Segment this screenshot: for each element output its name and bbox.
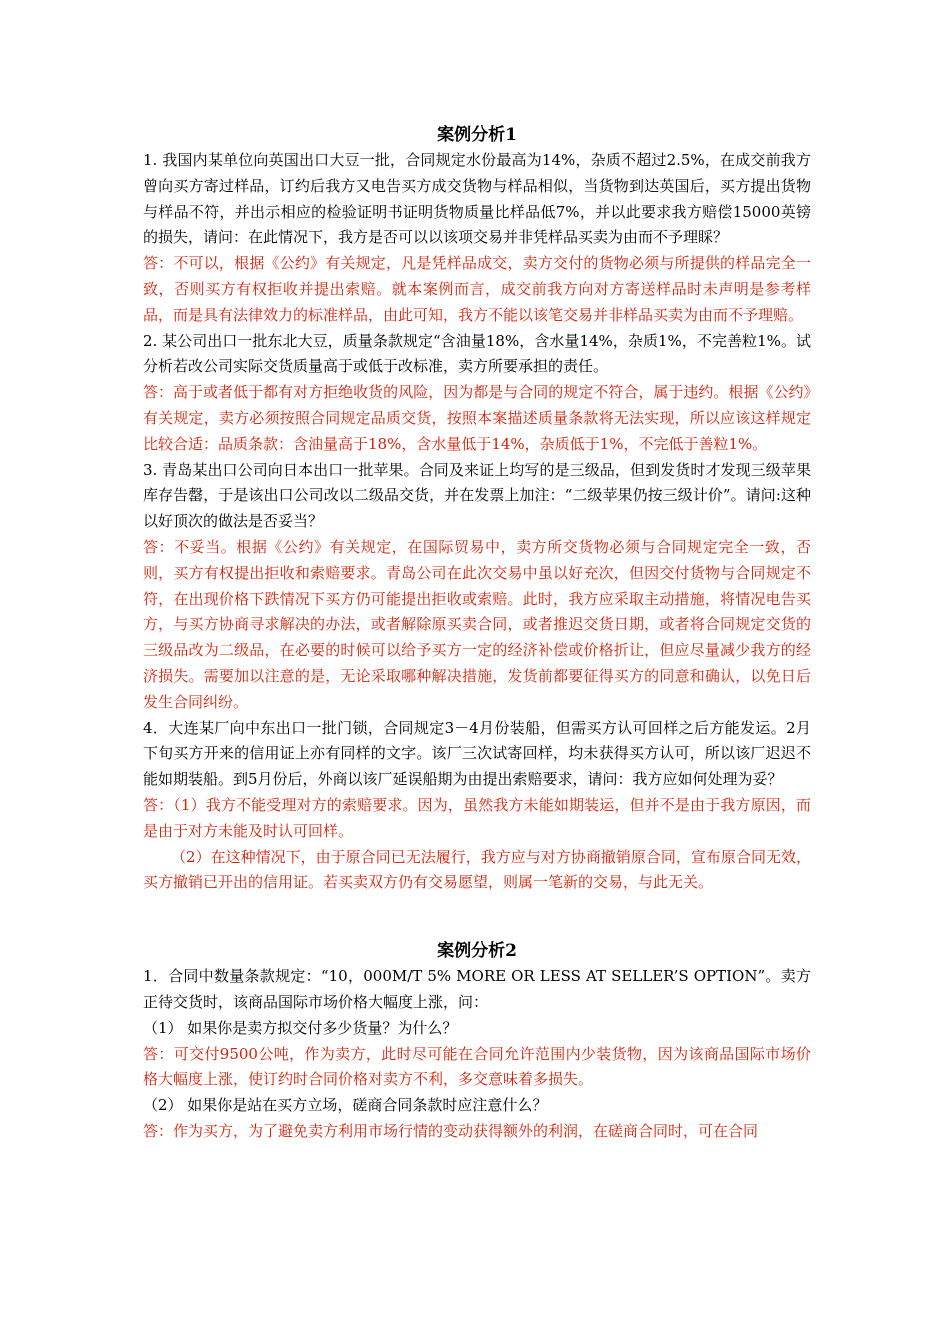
answer-4-part-2: （2）在这种情况下，由于原合同已无法履行，我方应与对方协商撤销原合同，宣布原合同无效，买方撤销已开出的信用证。若买卖双方仍有交易愿望，则属一笔新的交易，与此无关。 xyxy=(143,847,811,892)
question-3: 3. 青岛某出口公司向日本出口一批苹果。合同及来证上均写的是三级品，但到发货时才发现三级苹果库存告罄，于是该出口公司改以二级品交货，并在发票上加注：“二级苹果仍按三级计价”。请问:这种以好顶次的做法是否妥当？ xyxy=(143,460,811,531)
sub-answer-1: 答：可交付9500公吨，作为卖方，此时尽可能在合同允许范围内少装货物，因为该商品国际市场价格大幅度上涨，使订约时合同价格对卖方不利，多交意味着多损失。 xyxy=(143,1044,811,1089)
answer-2: 答：高于或者低于都有对方拒绝收货的风险，因为都是与合同的规定不符合，属于违约。根据《公约》有关规定，卖方必须按照合同规定品质交货，按照本案描述质量条款将无法实现，所以应该这样规定比较合适：品质条款：含油量高于18%，含水量低于14%，杂质低于1%，不完低于善粒1%。 xyxy=(143,383,811,453)
question-4: 4．大连某厂向中东出口一批门锁，合同规定3－4月份装船，但需买方认可回样之后方能发运。2月下旬买方开来的信用证上亦有同样的文字。该厂三次试寄回样，均未获得买方认可，所以该厂迟迟不能如期装船。到5月份后，外商以该厂延误船期为由提出索赔要求，请问：我方应如何处理为妥？ xyxy=(143,718,811,789)
answer-1: 答：不可以，根据《公约》有关规定，凡是凭样品成交，卖方交付的货物必须与所提供的样品完全一致，否则买方有权拒收并提出索赔。就本案例而言，成交前我方向对方寄送样品时未声明是参考样品，而是具有法律效力的标准样品，由此可知，我方不能以该笔交易并非样品买卖为由而不予理赔。 xyxy=(143,254,811,324)
sub-question-2: （2） 如果你是站在买方立场，磋商合同条款时应注意什么？ xyxy=(143,1096,548,1115)
section-title-1: 案例分析1 xyxy=(437,125,517,145)
question-2-1-intro: 1．合同中数量条款规定：“10，000M/T 5% MORE OR LESS AT SELLER’S OPTION”。卖方正待交货时，该商品国际市场价格大幅度上涨，问： xyxy=(143,967,811,1011)
section-title-2: 案例分析2 xyxy=(437,941,517,962)
question-2: 2. 某公司出口一批东北大豆，质量条款规定“含油量18%，含水量14%，杂质1%，不完善粒1%。试分析若改公司实际交货质量高于或低于改标准，卖方所要承担的责任。 xyxy=(143,331,811,376)
question-1: 1. 我国内某单位向英国出口大豆一批，合同规定水份最高为14%，杂质不超过2.5%，在成交前我方曾向买方寄过样品，订约后我方又电告买方成交货物与样品相似，当货物到达英国后，买方提出货物与样品不符，并出示相应的检验证明书证明货物质量比样品低7%，并以此要求我方赔偿15000英镑的损失，请问：在此情况下，我方是否可以以该项交易并非凭样品买卖为由而不予理睬？ xyxy=(143,151,811,247)
answer-3: 答：不妥当。根据《公约》有关规定，在国际贸易中，卖方所交货物必须与合同规定完全一致，否则，买方有权提出拒收和索赔要求。青岛公司在此次交易中虽以好充次，但因交付货物与合同规定不符，在出现价格下跌情况下买方仍可能提出拒收或索赔。此时，我方应采取主动措施，将情况电告买方，与买方协商寻求解决的办法，或者解除原买卖合同，或者推迟交货日期，或者将合同规定交货的三级品改为二级品，在必要的时候可以给予买方一定的经济补偿或价格折让，但应尽量减少我方的经济损失。需要加以注意的是，无论采取哪种解决措施，发货前都要征得买方的同意和确认，以免日后发生合同纠纷。 xyxy=(143,537,811,711)
sub-question-1: （1） 如果你是卖方拟交付多少货量？为什么？ xyxy=(143,1018,458,1037)
section-gap xyxy=(143,896,811,938)
sub-answer-2: 答：作为买方，为了避免卖方利用市场行情的变动获得额外的利润，在磋商合同时，可在合同 xyxy=(143,1121,759,1140)
answer-4-part-1: 答：（1）我方不能受理对方的索赔要求。因为，虽然我方未能如期装运，但并不是由于我方原因，而是由于对方未能及时认可回样。 xyxy=(143,795,811,840)
document-page xyxy=(143,122,811,1145)
